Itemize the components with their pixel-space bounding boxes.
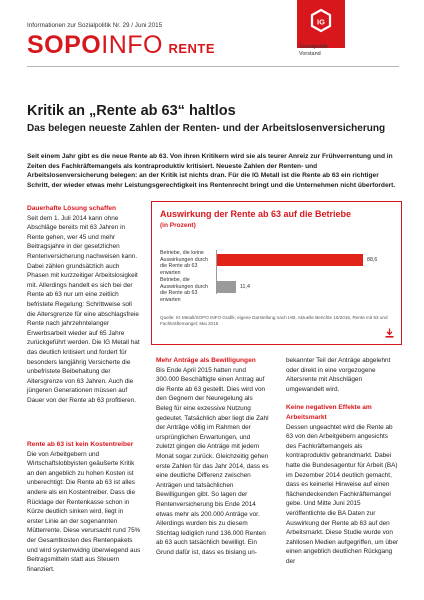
section-kostentreiber [27,440,141,574]
org-line-1: Sozialpolitik [299,44,329,50]
chart-category-label: Betriebe, die Auswirkungen durch die Rente ab 63 erwarten [160,277,208,303]
section-body: Seit dem 1. Juli 2014 kann ohne Abschläge bereits mit 63 Jahren in Rente gehen, wer 45 und mehr Beitragsjahre in der gesetzlichen Rentenversicherung nachweisen kann. Dabei zählen grundsätzlich auch Phasen mit kurzzeitiger Arbeitslosigkeit mit. Allerdings handelt es sich bei der Rente ab 63 nur um eine zeitlich befristete Regelung: Schrittweise soll die Altersgrenze für eine abschlagsfreie Rente nach jahrzehntelanger Erwerbsarbeit wieder auf 65 Jahre zurückgeführt werden. Die IG Metall hat das deutlich kritisiert und fordert für besonders langjährig Versicherte die unbefristete Beibehaltung der Altersgrenze von 63 Jahren. Auch die jüngeren Generationen müssen auf Dauer von der Rente ab 63 profitieren. [27,214,140,404]
article-subtitle: Das belegen neueste Zahlen der Renten- und der Arbeitslosenversicherung [27,123,386,134]
chart-source: Quelle: IG Metall/SOPO INFO Grafik; eigene Darstellung nach IAB, Aktuelle Berichte 16/2015, Rente mit 63 und Fachkräftemangel; Mai 2015 [160,315,388,326]
section-body: Die von Arbeitgebern und Wirtschaftslobbyisten geäußerte Kritik an den angeblich zu hohen Kosten ist unberechtigt: Die Rente ab 63 ist alles andere als ein Kostentreiber. Dass die Rücklage der Rentenkasse schon in Kürze deutlich sinken wird, liegt in erster Linie an der sogenannten Mütterrente. Diese verursacht rund 75% der Gesamtkosten des Rentenpakets und wird systemwidrig überwiegend aus Beitragsmitteln statt aus Steuern finanziert. [27,450,141,573]
brand-part-sopo: SOPO [27,31,102,59]
ig-metall-logo [297,0,345,48]
chart-bar [217,281,236,293]
org-line-2: Vorstand [299,50,321,57]
brand-part-info: INFO [101,31,163,59]
brand-part-rente: RENTE [168,41,216,56]
section-dauerhafte-loesung [27,204,141,405]
section-body: bekannter Teil der Anträge abgelehnt oder direkt in eine vorgezogene Altersrente mit Abschlägen umgewandelt wird. [286,357,391,393]
chart-subtitle: (in Prozent) [160,222,196,229]
header-divider [27,66,399,67]
article-lead: Seit einem Jahr gibt es die neue Rente ab 63. Von ihren Kritikern wird sie als teurer Anreiz zur Frühverrentung und in Zeiten des Fachkräftemangels als kontraproduktiv kritisiert. Neueste Zahlen der Renten- und Arbeitslosenversicherung belegen: an der Kritik ist nichts dran. Für die IG Metall ist die Rente ab 63 ein richtiger Schritt, der wieder etwas mehr Leistungsgerechtigkeit ins Rentenrecht bringt und die Unternehmen nicht überfordert. [27,153,396,189]
section-heading: Keine negativen Effekte am Arbeitsmarkt [286,404,372,421]
chart-bar [217,254,363,266]
section-antraege [156,356,270,557]
section-column-3 [286,356,400,566]
chart-value-label: 88,6 [367,257,378,263]
chart-title: Auswirkung der Rente ab 63 auf die Betriebe [160,209,352,219]
issue-kicker: Informationen zur Sozialpolitik Nr. 29 / Juni 2015 [27,22,163,29]
section-heading: Rente ab 63 ist kein Kostentreiber [27,441,134,448]
org-caption [299,44,328,58]
article-title: Kritik an „Rente ab 63“ haltlos [27,103,236,119]
section-body: Bis Ende April 2015 hatten rund 300.000 Beschäftigte einen Antrag auf die Rente ab 63 gestellt. Dies wird von den Gegnern der Neuregelung als Beleg für eine exzessive Nutzung gedeutet. Tatsächlich aber liegt die Zahl der Anträge völlig im Rahmen der ursprünglichen Erwartungen, und zuletzt gingen die Anträge mit jedem Monat sogar zurück. Gleichzeitig gehen erste Zahlen für das Jahr 2014, dass es eine deutliche Differenz zwischen Anträgen und tatsächlichen Bewilligungen gibt. So lagen der Rentenversicherung bis Ende 2014 etwas mehr als 200.000 Anträge vor. Allerdings wurden bis zu diesem Stichtag lediglich rund 136.000 Renten ab 63 auch tatsächlich bewilligt. Ein Grund dafür ist, dass es bislang un- [156,366,269,556]
section-heading: Dauerhafte Lösung schaffen [27,205,117,212]
svg-text:IG: IG [317,17,325,27]
chart-category-label: Betriebe, die keine Auswirkungen durch die Rente ab 63 erwarten [160,250,208,276]
chart-box [151,201,402,345]
section-heading: Mehr Anträge als Bewilligungen [156,357,256,364]
chart-value-label: 11,4 [240,284,250,290]
section-body: Dessen ungeachtet wird die Rente ab 63 von den Arbeitgebern angesichts des Fachkräftemangels als kontraproduktiv gebrandmarkt. Dabei hatte die Bundesagentur für Arbeit (BA) im Dezember 2014 deutlich gemacht, dass es keinerlei Hinweise auf einen flächendeckenden Fachkräftemangel gebe. Und Mitte Juni 2015 veröffentlichte die BA Daten zur Auswirkung der Rente ab 63 auf den Arbeitsmarkt. Diese Studie wurde von zahllosen Medien aufgegriffen, um über einen angeblich deutlichen Rückgang der [286,423,399,565]
download-icon[interactable] [385,328,394,338]
publication-title [27,33,215,58]
